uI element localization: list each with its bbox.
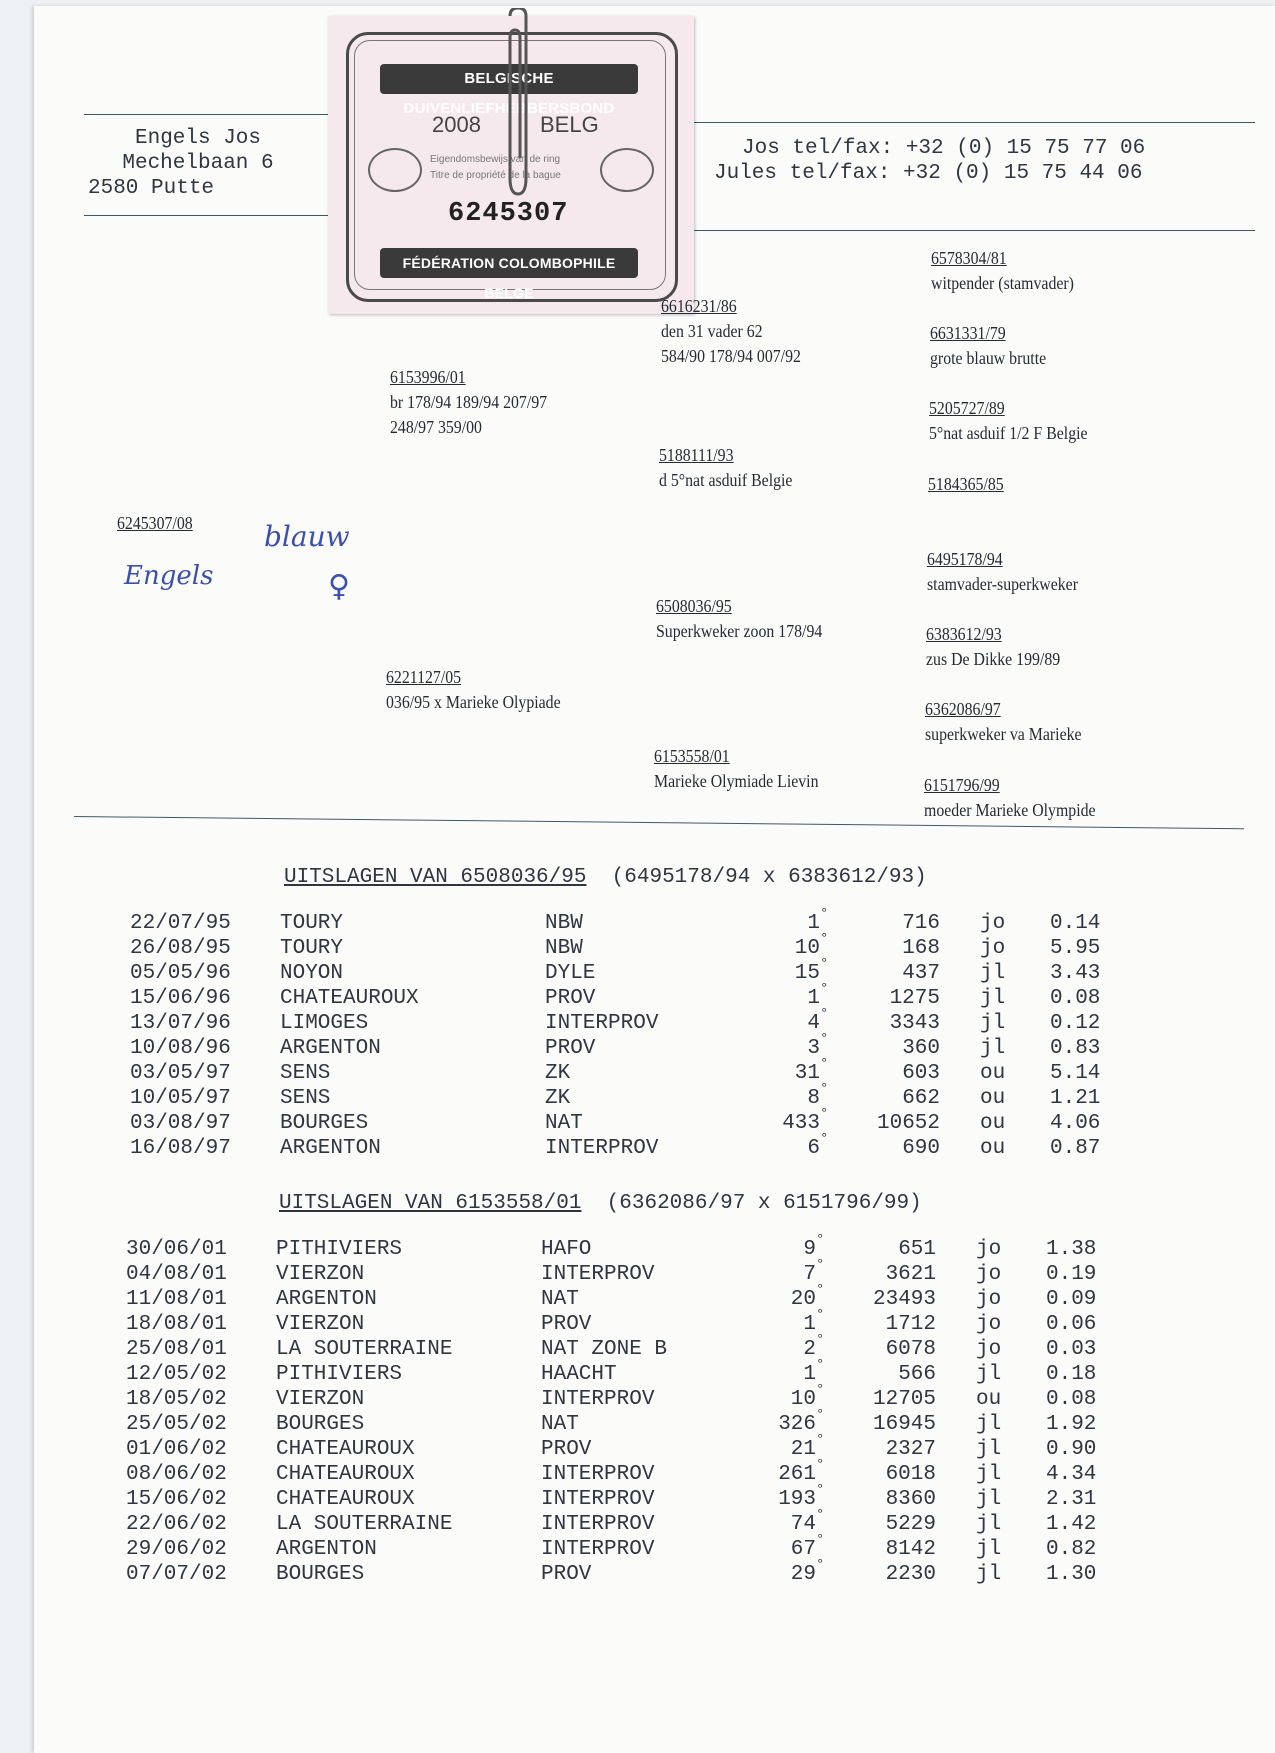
result-type: jo xyxy=(976,1238,1002,1261)
female-symbol-icon: ♀ xyxy=(328,569,350,604)
result-place: BOURGES xyxy=(280,1112,369,1135)
result-coefficient: 1.30 xyxy=(1046,1563,1097,1586)
result-date: 22/07/95 xyxy=(130,912,231,935)
degree-sign: ° xyxy=(816,1307,825,1323)
result-position: 433 xyxy=(782,1112,820,1135)
result-coefficient: 2.31 xyxy=(1046,1488,1097,1511)
result-type: jl xyxy=(976,1363,1002,1386)
result-coefficient: 0.87 xyxy=(1050,1137,1101,1160)
result-entries: 651 xyxy=(898,1238,936,1261)
result-type: jl xyxy=(976,1413,1002,1436)
result-place: BOURGES xyxy=(276,1413,365,1436)
pedigree-ssd: 6631331/79 grote blauw brutte xyxy=(930,323,1047,368)
degree-sign: ° xyxy=(816,1557,825,1573)
crown-emblem-icon xyxy=(600,148,654,192)
result-entries: 716 xyxy=(902,912,940,935)
result-date: 18/08/01 xyxy=(126,1313,227,1336)
result-entries: 8142 xyxy=(885,1538,936,1561)
owner-city: 2580 Putte xyxy=(88,177,215,200)
pedigree-dss: 6495178/94 stamvader-superkweker xyxy=(927,549,1078,594)
result-position: 29 xyxy=(790,1563,816,1586)
result-position: 15 xyxy=(794,962,820,985)
result-place: CHATEAUROUX xyxy=(280,987,419,1010)
result-position: 7 xyxy=(803,1263,816,1286)
result-category: NAT ZONE B xyxy=(541,1338,668,1361)
result-coefficient: 0.12 xyxy=(1050,1012,1101,1035)
result-place: SENS xyxy=(280,1087,331,1110)
result-coefficient: 0.90 xyxy=(1046,1438,1097,1461)
result-coefficient: 4.06 xyxy=(1050,1112,1101,1135)
result-position: 1 xyxy=(803,1313,816,1336)
result-place: SENS xyxy=(280,1062,331,1085)
result-category: NAT xyxy=(541,1288,579,1311)
result-place: PITHIVIERS xyxy=(276,1363,403,1386)
result-date: 10/08/96 xyxy=(130,1037,231,1060)
result-entries: 662 xyxy=(902,1087,940,1110)
result-place: ARGENTON xyxy=(280,1137,381,1160)
result-entries: 3621 xyxy=(885,1263,936,1286)
signature-image: Engels xyxy=(124,561,214,591)
degree-sign: ° xyxy=(816,1432,825,1448)
result-coefficient: 1.38 xyxy=(1046,1238,1097,1261)
result-date: 11/08/01 xyxy=(126,1288,227,1311)
result-type: jl xyxy=(976,1463,1002,1486)
result-category: INTERPROV xyxy=(541,1463,655,1486)
subject-ring: 6245307/08 xyxy=(117,513,193,533)
result-date: 12/05/02 xyxy=(126,1363,227,1386)
result-type: ou xyxy=(980,1137,1006,1160)
result-date: 10/05/97 xyxy=(130,1087,231,1110)
degree-sign: ° xyxy=(820,981,829,997)
results-table-2 xyxy=(126,1232,1176,1598)
result-date: 25/05/02 xyxy=(126,1413,227,1436)
pedigree-ddd: 6151796/99 moeder Marieke Olympide xyxy=(924,775,1096,820)
result-category: NAT xyxy=(545,1112,583,1135)
result-place: CHATEAUROUX xyxy=(276,1438,415,1461)
result-coefficient: 0.19 xyxy=(1046,1263,1097,1286)
result-position: 3 xyxy=(807,1037,820,1060)
result-date: 13/07/96 xyxy=(130,1012,231,1035)
result-date: 25/08/01 xyxy=(126,1338,227,1361)
result-date: 07/07/02 xyxy=(126,1563,227,1586)
degree-sign: ° xyxy=(820,956,829,972)
phone-jos: Jos tel/fax: +32 (0) 15 75 77 06 xyxy=(742,137,1146,160)
result-place: ARGENTON xyxy=(276,1538,377,1561)
pedigree-sdd: 5184365/85 xyxy=(928,474,1004,494)
result-entries: 360 xyxy=(902,1037,940,1060)
result-type: ou xyxy=(980,1062,1006,1085)
result-date: 22/06/02 xyxy=(126,1513,227,1536)
degree-sign: ° xyxy=(820,1106,829,1122)
result-date: 15/06/02 xyxy=(126,1488,227,1511)
result-category: INTERPROV xyxy=(541,1488,655,1511)
result-position: 20 xyxy=(790,1288,816,1311)
owner-address xyxy=(88,126,298,201)
degree-sign: ° xyxy=(816,1457,825,1473)
result-entries: 23493 xyxy=(872,1288,936,1311)
result-place: BOURGES xyxy=(276,1563,365,1586)
handwritten-notes xyxy=(104,516,424,616)
result-category: INTERPROV xyxy=(541,1263,655,1286)
degree-sign: ° xyxy=(820,1081,829,1097)
results-title-2: UITSLAGEN VAN 6153558/01 (6362086/97 x 6151796/99) xyxy=(279,1192,922,1215)
results-title-1: UITSLAGEN VAN 6508036/95 (6495178/94 x 6383612/93) xyxy=(284,866,927,889)
result-place: LA SOUTERRAINE xyxy=(276,1338,453,1361)
result-entries: 8360 xyxy=(885,1488,936,1511)
result-entries: 2327 xyxy=(885,1438,936,1461)
phone-jules: Jules tel/fax: +32 (0) 15 75 44 06 xyxy=(714,162,1143,185)
degree-sign: ° xyxy=(816,1357,825,1373)
contact-phones xyxy=(714,136,1145,186)
result-place: PITHIVIERS xyxy=(276,1238,403,1261)
result-coefficient: 0.83 xyxy=(1050,1037,1101,1060)
result-entries: 603 xyxy=(902,1062,940,1085)
result-category: INTERPROV xyxy=(545,1137,659,1160)
result-position: 1 xyxy=(803,1363,816,1386)
result-coefficient: 0.08 xyxy=(1046,1388,1097,1411)
result-type: jl xyxy=(976,1513,1002,1536)
result-place: TOURY xyxy=(280,912,344,935)
result-entries: 437 xyxy=(902,962,940,985)
result-position: 10 xyxy=(794,937,820,960)
result-type: jo xyxy=(980,912,1006,935)
result-category: HAFO xyxy=(541,1238,592,1261)
degree-sign: ° xyxy=(816,1482,825,1498)
pedigree-sds: 5205727/89 5°nat asduif 1/2 F Belgie xyxy=(929,398,1088,443)
result-date: 16/08/97 xyxy=(130,1137,231,1160)
result-position: 193 xyxy=(778,1488,816,1511)
result-type: jl xyxy=(976,1438,1002,1461)
result-date: 03/08/97 xyxy=(130,1112,231,1135)
result-category: ZK xyxy=(545,1087,571,1110)
result-category: NAT xyxy=(541,1413,579,1436)
header-rule-bottom-left xyxy=(84,215,334,216)
pedigree-dam: 6221127/05 036/95 x Marieke Olypiade xyxy=(386,667,561,712)
results-table-1 xyxy=(130,906,1180,1172)
result-coefficient: 0.03 xyxy=(1046,1338,1097,1361)
result-entries: 3343 xyxy=(889,1012,940,1035)
result-place: LA SOUTERRAINE xyxy=(276,1513,453,1536)
result-entries: 16945 xyxy=(872,1413,936,1436)
result-place: LIMOGES xyxy=(280,1012,369,1035)
degree-sign: ° xyxy=(816,1232,825,1248)
result-position: 1 xyxy=(807,987,820,1010)
card-line1: Eigendomsbewijs van de ring xyxy=(430,154,561,165)
result-entries: 168 xyxy=(902,937,940,960)
result-date: 01/06/02 xyxy=(126,1438,227,1461)
card-ring-number: 6245307 xyxy=(448,199,569,229)
result-category: INTERPROV xyxy=(541,1388,655,1411)
result-position: 261 xyxy=(778,1463,816,1486)
result-category: INTERPROV xyxy=(545,1012,659,1035)
result-type: jl xyxy=(980,987,1006,1010)
result-coefficient: 0.08 xyxy=(1050,987,1101,1010)
result-entries: 566 xyxy=(898,1363,936,1386)
result-entries: 2230 xyxy=(885,1563,936,1586)
card-bottom-banner: FÉDÉRATION COLOMBOPHILE BELGE xyxy=(380,248,638,278)
result-category: NBW xyxy=(545,937,583,960)
degree-sign: ° xyxy=(820,1031,829,1047)
result-coefficient: 5.14 xyxy=(1050,1062,1101,1085)
pedigree-dam-dam: 6153558/01 Marieke Olymiade Lievin xyxy=(654,746,819,791)
result-category: NBW xyxy=(545,912,583,935)
result-category: PROV xyxy=(545,987,596,1010)
left-emblem-icon xyxy=(368,148,422,192)
result-place: VIERZON xyxy=(276,1263,365,1286)
result-category: INTERPROV xyxy=(541,1538,655,1561)
degree-sign: ° xyxy=(820,931,829,947)
pedigree-sire-dam: 5188111/93 d 5°nat asduif Belgie xyxy=(659,445,793,490)
card-country: BELG xyxy=(540,112,599,137)
paperclip-icon xyxy=(498,8,538,208)
result-type: ou xyxy=(976,1388,1002,1411)
result-date: 05/05/96 xyxy=(130,962,231,985)
degree-sign: ° xyxy=(816,1382,825,1398)
result-entries: 10652 xyxy=(876,1112,940,1135)
header-rule-bottom-right xyxy=(660,230,1255,231)
result-position: 21 xyxy=(790,1438,816,1461)
result-entries: 6018 xyxy=(885,1463,936,1486)
result-coefficient: 0.82 xyxy=(1046,1538,1097,1561)
result-type: jl xyxy=(980,962,1006,985)
result-coefficient: 0.14 xyxy=(1050,912,1101,935)
result-position: 4 xyxy=(807,1012,820,1035)
degree-sign: ° xyxy=(820,1006,829,1022)
result-entries: 12705 xyxy=(872,1388,936,1411)
pedigree-sss: 6578304/81 witpender (stamvader) xyxy=(931,248,1074,293)
degree-sign: ° xyxy=(816,1532,825,1548)
result-date: 30/06/01 xyxy=(126,1238,227,1261)
result-position: 6 xyxy=(807,1137,820,1160)
owner-street: Mechelbaan 6 xyxy=(122,152,274,175)
result-category: PROV xyxy=(541,1563,592,1586)
result-date: 15/06/96 xyxy=(130,987,231,1010)
result-entries: 690 xyxy=(902,1137,940,1160)
result-type: jl xyxy=(980,1012,1006,1035)
owner-name: Engels Jos xyxy=(134,127,262,150)
result-place: ARGENTON xyxy=(280,1037,381,1060)
result-position: 8 xyxy=(807,1087,820,1110)
result-place: VIERZON xyxy=(276,1313,365,1336)
result-coefficient: 4.34 xyxy=(1046,1463,1097,1486)
result-category: DYLE xyxy=(545,962,596,985)
degree-sign: ° xyxy=(820,1056,829,1072)
result-place: CHATEAUROUX xyxy=(276,1463,415,1486)
result-type: jo xyxy=(980,937,1006,960)
pedigree-dam-sire: 6508036/95 Superkweker zoon 178/94 xyxy=(656,596,823,641)
pedigree-sire: 6153996/01 br 178/94 189/94 207/97 248/97 359/00 xyxy=(390,367,548,437)
degree-sign: ° xyxy=(820,906,829,922)
result-entries: 1275 xyxy=(889,987,940,1010)
result-type: jl xyxy=(980,1037,1006,1060)
degree-sign: ° xyxy=(820,1131,829,1147)
document-page xyxy=(34,6,1275,1753)
result-coefficient: 0.06 xyxy=(1046,1313,1097,1336)
result-place: NOYON xyxy=(280,962,344,985)
card-year: 2008 xyxy=(432,112,481,137)
result-category: ZK xyxy=(545,1062,571,1085)
result-place: ARGENTON xyxy=(276,1288,377,1311)
result-type: jo xyxy=(976,1263,1002,1286)
result-category: PROV xyxy=(541,1438,592,1461)
result-date: 18/05/02 xyxy=(126,1388,227,1411)
result-coefficient: 1.21 xyxy=(1050,1087,1101,1110)
header-rule-top-right xyxy=(660,122,1255,123)
result-category: INTERPROV xyxy=(541,1513,655,1536)
result-category: PROV xyxy=(545,1037,596,1060)
result-position: 10 xyxy=(790,1388,816,1411)
result-entries: 6078 xyxy=(885,1338,936,1361)
result-type: jl xyxy=(976,1563,1002,1586)
pedigree-dds: 6362086/97 superkweker va Marieke xyxy=(925,699,1082,744)
pedigree-sire-sire: 6616231/86 den 31 vader 62 584/90 178/94 007/92 xyxy=(661,296,801,366)
result-entries: 1712 xyxy=(885,1313,936,1336)
result-type: jo xyxy=(976,1338,1002,1361)
result-date: 03/05/97 xyxy=(130,1062,231,1085)
result-position: 9 xyxy=(803,1238,816,1261)
pedigree-dsd: 6383612/93 zus De Dikke 199/89 xyxy=(926,624,1061,669)
degree-sign: ° xyxy=(816,1257,825,1273)
result-coefficient: 5.95 xyxy=(1050,937,1101,960)
handwritten-color: blauw xyxy=(264,520,350,553)
result-date: 04/08/01 xyxy=(126,1263,227,1286)
ring-certificate-card xyxy=(328,16,694,314)
result-position: 326 xyxy=(778,1413,816,1436)
result-position: 2 xyxy=(803,1338,816,1361)
degree-sign: ° xyxy=(816,1332,825,1348)
result-place: TOURY xyxy=(280,937,344,960)
result-place: VIERZON xyxy=(276,1388,365,1411)
result-coefficient: 1.42 xyxy=(1046,1513,1097,1536)
result-coefficient: 0.18 xyxy=(1046,1363,1097,1386)
header-rule-top-left xyxy=(84,114,334,115)
result-type: jo xyxy=(976,1288,1002,1311)
result-coefficient: 1.92 xyxy=(1046,1413,1097,1436)
result-type: jo xyxy=(976,1313,1002,1336)
result-date: 08/06/02 xyxy=(126,1463,227,1486)
result-coefficient: 0.09 xyxy=(1046,1288,1097,1311)
degree-sign: ° xyxy=(816,1282,825,1298)
result-type: jl xyxy=(976,1488,1002,1511)
result-type: ou xyxy=(980,1087,1006,1110)
result-position: 1 xyxy=(807,912,820,935)
card-line2: Titre de propriété de la bague xyxy=(430,170,561,181)
result-place: CHATEAUROUX xyxy=(276,1488,415,1511)
result-type: jl xyxy=(976,1538,1002,1561)
result-date: 26/08/95 xyxy=(130,937,231,960)
degree-sign: ° xyxy=(816,1407,825,1423)
result-entries: 5229 xyxy=(885,1513,936,1536)
result-category: PROV xyxy=(541,1313,592,1336)
result-position: 67 xyxy=(790,1538,816,1561)
result-date: 29/06/02 xyxy=(126,1538,227,1561)
result-position: 31 xyxy=(794,1062,820,1085)
card-top-banner: BELGISCHE DUIVENLIEFHEBBERSBOND xyxy=(380,64,638,94)
result-position: 74 xyxy=(790,1513,816,1536)
result-category: HAACHT xyxy=(541,1363,617,1386)
result-type: ou xyxy=(980,1112,1006,1135)
degree-sign: ° xyxy=(816,1507,825,1523)
result-coefficient: 3.43 xyxy=(1050,962,1101,985)
